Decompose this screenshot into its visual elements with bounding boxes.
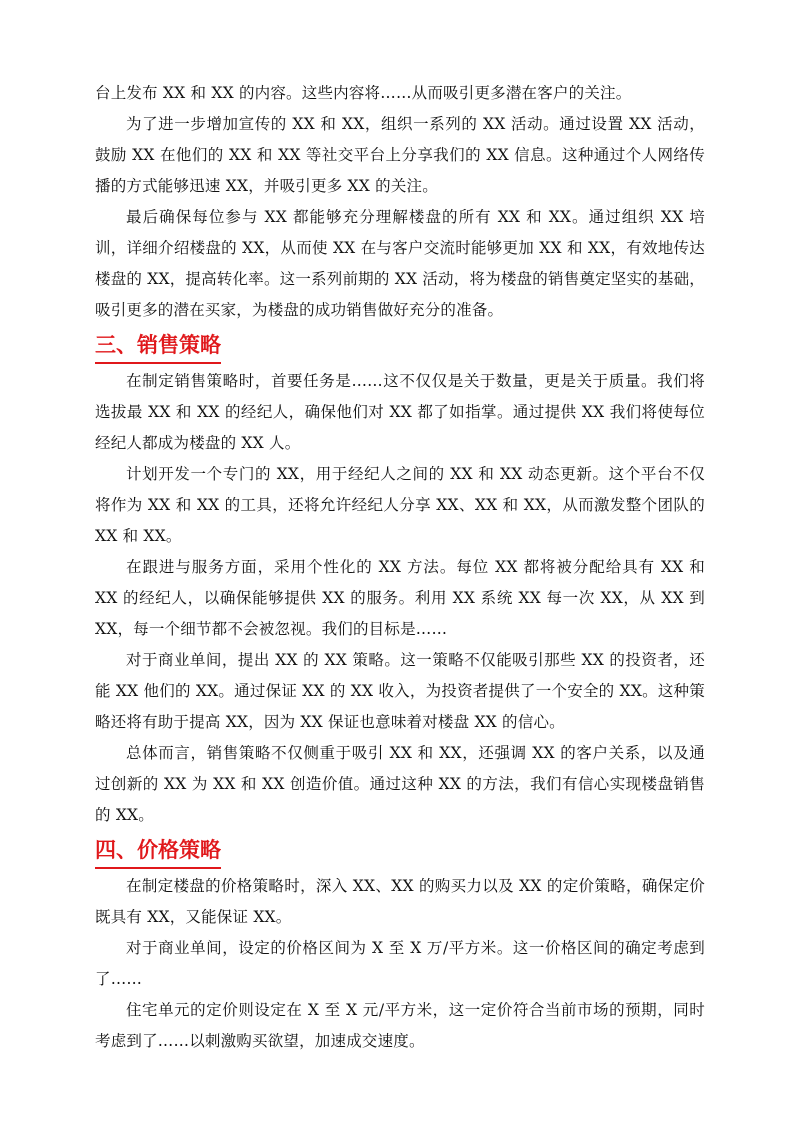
paragraph: 在制定楼盘的价格策略时，深入 XX、XX 的购买力以及 XX 的定价策略，确保定价既具有 XX，又能保证 XX。: [95, 877, 705, 926]
paragraph: 在制定销售策略时，首要任务是……这不仅仅是关于数量，更是关于质量。我们将选拔最 XX 和 XX 的经纪人，确保他们对 XX 都了如指掌。通过提供 XX 我们将使每位经纪人都成为楼盘的 XX 人。: [95, 372, 705, 452]
paragraph: 为了进一步增加宣传的 XX 和 XX，组织一系列的 XX 活动。通过设置 XX 活动，鼓励 XX 在他们的 XX 和 XX 等社交平台上分享我们的 XX 信息。这种通过个人网络传播的方式能够迅速 XX，并吸引更多 XX 的关注。: [95, 115, 705, 195]
paragraph: 对于商业单间，设定的价格区间为 X 至 X 万/平方米。这一价格区间的确定考虑到了……: [95, 939, 705, 988]
section-heading-price-strategy: 四、价格策略: [95, 833, 221, 869]
paragraph: 在跟进与服务方面，采用个性化的 XX 方法。每位 XX 都将被分配给具有 XX 和 XX 的经纪人，以确保能够提供 XX 的服务。利用 XX 系统 XX 每一次 XX，从 XX 到 XX，每一个细节都不会被忽视。我们的目标是……: [95, 558, 705, 638]
paragraph: 住宅单元的定价则设定在 X 至 X 元/平方米，这一定价符合当前市场的预期，同时考虑到了……以刺激购买欲望，加速成交速度。: [95, 1001, 705, 1050]
paragraph: 计划开发一个专门的 XX，用于经纪人之间的 XX 和 XX 动态更新。这个平台不仅将作为 XX 和 XX 的工具，还将允许经纪人分享 XX、XX 和 XX，从而激发整个团队的 XX 和 XX。: [95, 465, 705, 545]
document-page: [95, 78, 705, 1057]
paragraph: 最后确保每位参与 XX 都能够充分理解楼盘的所有 XX 和 XX。通过组织 XX 培训，详细介绍楼盘的 XX，从而使 XX 在与客户交流时能够更加 XX 和 XX，有效地传达楼盘的 XX，提高转化率。这一系列前期的 XX 活动，将为楼盘的销售奠定坚实的基础，吸引更多的潜在买家，为楼盘的成功销售做好充分的准备。: [95, 208, 705, 319]
section-heading-sales-strategy: 三、销售策略: [95, 328, 221, 364]
section-heading-wrapper: [95, 831, 705, 871]
paragraph: 总体而言，销售策略不仅侧重于吸引 XX 和 XX，还强调 XX 的客户关系，以及通过创新的 XX 为 XX 和 XX 创造价值。通过这种 XX 的方法，我们有信心实现楼盘销售的 XX。: [95, 744, 705, 824]
section-heading-wrapper: [95, 326, 705, 366]
paragraph: 台上发布 XX 和 XX 的内容。这些内容将……从而吸引更多潜在客户的关注。: [95, 84, 632, 102]
paragraph: 对于商业单间，提出 XX 的 XX 策略。这一策略不仅能吸引那些 XX 的投资者，还能 XX 他们的 XX。通过保证 XX 的 XX 收入，为投资者提供了一个安全的 XX。这种策略还将有助于提高 XX，因为 XX 保证也意味着对楼盘 XX 的信心。: [95, 651, 705, 731]
